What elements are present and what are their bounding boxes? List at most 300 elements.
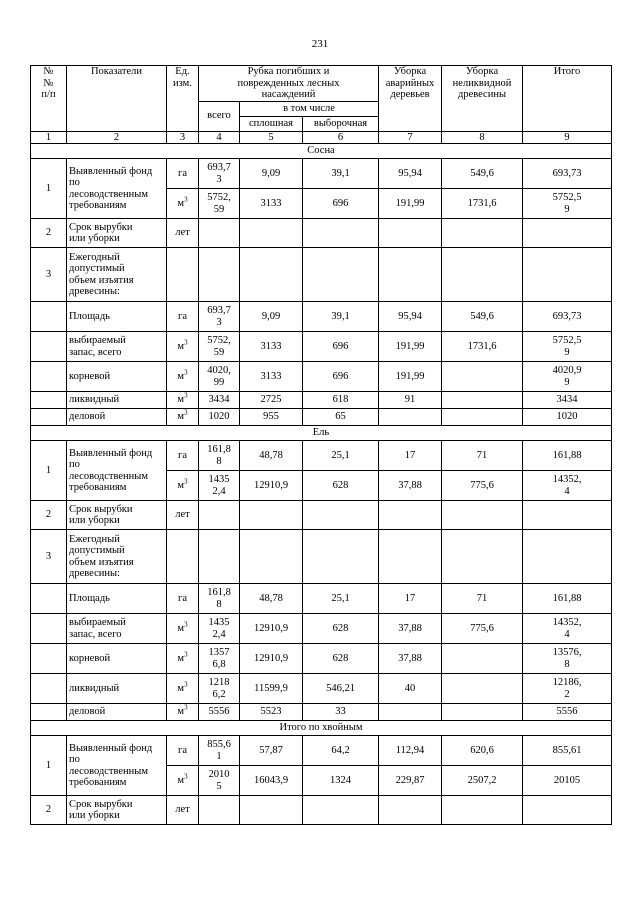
cell-text: всего <box>207 110 231 122</box>
cell-text: 1357 6,8 <box>208 647 230 670</box>
cell-text: сплошная <box>249 117 293 129</box>
cell-text: 8 <box>479 131 485 143</box>
value-cell <box>442 189 523 219</box>
unit-cell <box>167 796 199 825</box>
row-number <box>31 332 67 362</box>
value-cell <box>303 530 379 584</box>
row-number <box>31 530 67 584</box>
cell-text: 16043,9 <box>253 774 289 786</box>
cell-text: Сосна <box>307 145 335 157</box>
superscript-3: 3 <box>184 477 188 486</box>
cell-text: 17 <box>404 449 416 461</box>
row-label <box>67 530 167 584</box>
cell-text: 620,6 <box>470 744 494 756</box>
unit-cell <box>167 219 199 248</box>
column-number <box>67 131 167 144</box>
row-number <box>31 736 67 796</box>
value-cell <box>167 248 199 302</box>
value-cell <box>379 736 442 766</box>
col-header-num <box>31 66 67 132</box>
row-label <box>67 392 167 409</box>
section-title <box>31 426 612 441</box>
cell-text: га <box>178 592 187 604</box>
cell-text: 4020,9 9 <box>552 365 582 388</box>
cell-text: 5752, 59 <box>207 335 231 358</box>
cell-text: Площадь <box>69 310 110 322</box>
row-number <box>31 159 67 219</box>
cell-text: Ель <box>312 427 330 439</box>
row-label <box>67 219 167 248</box>
value-cell <box>303 441 379 471</box>
value-cell <box>379 614 442 644</box>
cell-text: Ед. изм. <box>173 66 192 89</box>
value-cell <box>240 159 303 189</box>
cell-text: 37,88 <box>398 622 422 634</box>
value-cell <box>303 362 379 392</box>
value-cell <box>240 189 303 219</box>
term-row <box>31 219 612 248</box>
section-title-row <box>31 721 612 736</box>
value-cell <box>199 219 240 248</box>
row-label <box>67 736 167 796</box>
unit-cell <box>167 392 199 409</box>
cell-text: 9,09 <box>261 310 281 322</box>
row-number <box>31 644 67 674</box>
value-cell <box>379 441 442 471</box>
value-cell <box>240 392 303 409</box>
column-number <box>240 131 303 144</box>
cell-text: лет <box>175 509 190 521</box>
cell-text: 696 <box>332 340 349 352</box>
row-label <box>67 614 167 644</box>
value-cell <box>442 796 523 825</box>
cell-text: 3 <box>179 131 186 143</box>
value-cell <box>442 471 523 501</box>
cell-text: 1218 6,2 <box>208 677 230 700</box>
value-cell <box>303 614 379 644</box>
data-row <box>31 614 612 644</box>
value-cell <box>199 530 240 584</box>
value-cell <box>199 302 240 332</box>
cell-text: 546,21 <box>326 682 355 694</box>
value-cell <box>240 219 303 248</box>
cell-text: 48,78 <box>259 592 283 604</box>
value-cell <box>379 409 442 426</box>
superscript-3: 3 <box>184 703 188 712</box>
value-cell <box>303 159 379 189</box>
cell-text: 112,94 <box>395 744 425 756</box>
cell-text: 3434 <box>556 394 578 406</box>
value-cell <box>379 704 442 721</box>
unit-cell <box>167 644 199 674</box>
superscript-3: 3 <box>184 650 188 659</box>
value-cell <box>379 501 442 530</box>
row-number <box>31 248 67 302</box>
cell-text: 693,7 3 <box>207 162 231 185</box>
annual-row <box>31 530 612 584</box>
col-header-emergency <box>379 66 442 132</box>
value-cell <box>442 530 523 584</box>
annual-row <box>31 248 612 302</box>
cell-text: Ежегодный допустимый объем изъятия древесины: <box>69 533 134 579</box>
cell-text: 95,94 <box>398 310 422 322</box>
row-number <box>31 584 67 614</box>
value-cell <box>303 796 379 825</box>
value-cell <box>442 302 523 332</box>
cell-text: 7 <box>407 131 413 143</box>
cell-text: 37,88 <box>398 652 422 664</box>
value-cell <box>199 766 240 796</box>
page-number: 231 <box>311 38 329 50</box>
value-cell <box>240 796 303 825</box>
row-label <box>67 332 167 362</box>
cell-text: 549,6 <box>470 167 494 179</box>
value-cell <box>379 219 442 248</box>
header-row <box>31 66 612 102</box>
value-cell <box>379 189 442 219</box>
value-cell <box>442 736 523 766</box>
value-cell <box>523 441 612 471</box>
term-row <box>31 796 612 825</box>
value-cell <box>523 796 612 825</box>
value-cell <box>303 248 379 302</box>
col-header-including <box>240 101 379 116</box>
value-cell <box>303 189 379 219</box>
term-row <box>31 501 612 530</box>
cell-text: 1 <box>45 182 52 194</box>
cell-text: Выявленный фонд по лесоводственным требованиям <box>69 742 153 788</box>
cell-text: 3 <box>45 268 52 280</box>
cell-text: выборочная <box>313 117 368 129</box>
column-number <box>167 131 199 144</box>
value-cell <box>523 392 612 409</box>
value-cell <box>523 766 612 796</box>
cell-text: деловой <box>69 706 106 718</box>
unit-cell <box>167 409 199 426</box>
value-cell <box>199 441 240 471</box>
value-cell <box>379 159 442 189</box>
cell-text: 1435 2,4 <box>208 474 230 497</box>
cell-text: 17 <box>404 592 416 604</box>
cell-text: 2 <box>45 804 52 816</box>
column-number <box>199 131 240 144</box>
cell-text: 955 <box>263 411 279 423</box>
cell-text: 3434 <box>208 394 230 406</box>
value-cell <box>442 674 523 704</box>
value-cell <box>523 736 612 766</box>
value-cell <box>523 501 612 530</box>
value-cell <box>523 614 612 644</box>
value-cell <box>303 471 379 501</box>
cell-text: 1 <box>45 759 52 771</box>
cell-text: корневой <box>69 652 111 664</box>
value-cell <box>442 614 523 644</box>
value-cell <box>523 584 612 614</box>
unit-cell <box>167 362 199 392</box>
cell-text: 33 <box>335 706 346 718</box>
cell-text: 161,88 <box>552 449 582 461</box>
section-title-row <box>31 144 612 159</box>
column-number <box>523 131 612 144</box>
cell-text: 71 <box>476 592 488 604</box>
column-number <box>379 131 442 144</box>
cell-text: 696 <box>332 370 349 382</box>
cell-text: 1731,6 <box>467 197 497 209</box>
cell-text: 191,99 <box>395 197 425 209</box>
cell-text: 39,1 <box>331 167 350 179</box>
value-cell <box>442 501 523 530</box>
unit-cell <box>167 189 199 219</box>
cell-text: лет <box>175 804 190 816</box>
value-cell <box>199 796 240 825</box>
value-cell <box>379 530 442 584</box>
cell-text: 855,61 <box>552 744 582 756</box>
col-header-felling <box>199 66 379 102</box>
row-label <box>67 704 167 721</box>
unit-cell <box>167 736 199 766</box>
value-cell <box>199 584 240 614</box>
cell-text: 1 <box>45 464 52 476</box>
value-cell <box>379 332 442 362</box>
cell-text: Рубка погибших и поврежденных лесных насаждений <box>237 66 340 100</box>
cell-text: 2507,2 <box>467 774 497 786</box>
cell-text: 775,6 <box>470 622 494 634</box>
value-cell <box>523 248 612 302</box>
cell-text: 64,2 <box>331 744 350 756</box>
cell-text: Ежегодный допустимый объем изъятия древесины: <box>69 251 134 297</box>
section-title <box>31 144 612 159</box>
unit-cell <box>167 501 199 530</box>
cell-text: 12186, 2 <box>552 677 582 700</box>
value-cell <box>303 332 379 362</box>
value-cell <box>303 501 379 530</box>
data-row <box>31 674 612 704</box>
value-cell <box>199 362 240 392</box>
cell-text: выбираемый запас, всего <box>69 335 126 358</box>
value-cell <box>240 332 303 362</box>
unit-cell <box>167 614 199 644</box>
value-cell <box>523 189 612 219</box>
cell-text: 25,1 <box>331 592 350 604</box>
value-cell <box>240 248 303 302</box>
row-label <box>67 248 167 302</box>
superscript-3: 3 <box>184 391 188 400</box>
fund-row <box>31 441 612 471</box>
value-cell <box>442 704 523 721</box>
value-cell <box>442 159 523 189</box>
value-cell <box>240 501 303 530</box>
cell-text: 5523 <box>260 706 282 718</box>
value-cell <box>523 409 612 426</box>
cell-text: лет <box>175 227 190 239</box>
cell-text: 1324 <box>330 774 351 786</box>
data-row <box>31 362 612 392</box>
cell-text: 4020, 99 <box>207 365 231 388</box>
value-cell <box>523 159 612 189</box>
cell-text: 5752,5 9 <box>552 335 582 358</box>
cell-text: выбираемый запас, всего <box>69 617 126 640</box>
cell-text: 696 <box>332 197 349 209</box>
cell-text: 191,99 <box>395 370 425 382</box>
value-cell <box>167 530 199 584</box>
unit-cell <box>167 584 199 614</box>
value-cell <box>240 674 303 704</box>
cell-text: 14352, 4 <box>552 474 582 497</box>
value-cell <box>303 736 379 766</box>
value-cell <box>442 644 523 674</box>
value-cell <box>199 644 240 674</box>
cell-text: 6 <box>337 131 344 143</box>
value-cell <box>303 392 379 409</box>
column-number <box>303 131 379 144</box>
row-label <box>67 302 167 332</box>
value-cell <box>240 644 303 674</box>
cell-text: 693,7 3 <box>207 305 231 328</box>
cell-text: м <box>177 411 185 423</box>
cell-text: 3 <box>45 550 52 562</box>
data-row <box>31 332 612 362</box>
cell-text: 12910,9 <box>253 622 289 634</box>
value-cell <box>199 189 240 219</box>
row-number <box>31 674 67 704</box>
cell-text: 5556 <box>556 706 578 718</box>
cell-text: Площадь <box>69 592 110 604</box>
cell-text: 161,88 <box>552 592 582 604</box>
column-numbers-row <box>31 131 612 144</box>
value-cell <box>199 409 240 426</box>
value-cell <box>303 674 379 704</box>
cell-text: 5 <box>268 131 274 143</box>
value-cell <box>303 409 379 426</box>
value-cell <box>199 736 240 766</box>
cell-text: м <box>177 340 185 352</box>
row-label <box>67 159 167 219</box>
row-number <box>31 704 67 721</box>
cell-text: 628 <box>332 622 349 634</box>
value-cell <box>379 674 442 704</box>
column-number <box>442 131 523 144</box>
data-row <box>31 409 612 426</box>
cell-text: 25,1 <box>331 449 350 461</box>
fund-row <box>31 736 612 766</box>
value-cell <box>442 441 523 471</box>
cell-text: 855,6 1 <box>207 739 231 762</box>
cell-text: 2 <box>45 227 52 239</box>
superscript-3: 3 <box>184 195 188 204</box>
cell-text: 229,87 <box>395 774 425 786</box>
cell-text: м <box>177 652 185 664</box>
unit-cell <box>167 704 199 721</box>
col-header-all <box>199 101 240 131</box>
unit-cell <box>167 332 199 362</box>
row-number <box>31 392 67 409</box>
value-cell <box>379 644 442 674</box>
data-row <box>31 584 612 614</box>
cell-text: га <box>178 449 187 461</box>
value-cell <box>442 219 523 248</box>
value-cell <box>240 704 303 721</box>
cell-text: 13576, 8 <box>552 647 582 670</box>
superscript-3: 3 <box>184 408 188 417</box>
cell-text: 3133 <box>260 197 282 209</box>
cell-text: м <box>177 370 185 382</box>
value-cell <box>442 332 523 362</box>
row-number <box>31 614 67 644</box>
cell-text: 37,88 <box>398 479 422 491</box>
cell-text: 693,73 <box>552 167 582 179</box>
unit-cell <box>167 766 199 796</box>
value-cell <box>199 614 240 644</box>
superscript-3: 3 <box>184 338 188 347</box>
value-cell <box>240 409 303 426</box>
cell-text: Итого <box>553 66 581 77</box>
cell-text: 161,8 8 <box>207 587 231 610</box>
section-title-row <box>31 426 612 441</box>
cell-text: 1731,6 <box>467 340 497 352</box>
cell-text: Срок вырубки или уборки <box>69 221 133 244</box>
cell-text: Выявленный фонд по лесоводственным требованиям <box>69 447 153 493</box>
value-cell <box>442 766 523 796</box>
unit-cell <box>167 159 199 189</box>
col-header-illiquid <box>442 66 523 132</box>
value-cell <box>523 530 612 584</box>
cell-text: 618 <box>332 394 349 406</box>
cell-text: м <box>177 682 185 694</box>
unit-cell <box>167 674 199 704</box>
data-row <box>31 392 612 409</box>
value-cell <box>523 219 612 248</box>
value-cell <box>379 584 442 614</box>
superscript-3: 3 <box>184 620 188 629</box>
value-cell <box>303 584 379 614</box>
cell-text: Показатели <box>90 66 143 77</box>
value-cell <box>303 644 379 674</box>
cell-text: 1 <box>45 131 52 143</box>
cell-text: 9 <box>564 131 570 143</box>
data-row <box>31 704 612 721</box>
cell-text: 1020 <box>556 411 578 423</box>
data-row <box>31 644 612 674</box>
cell-text: Уборка неликвидной древесины <box>452 66 512 100</box>
value-cell <box>199 248 240 302</box>
row-label <box>67 674 167 704</box>
value-cell <box>199 501 240 530</box>
row-number <box>31 219 67 248</box>
row-number <box>31 796 67 825</box>
value-cell <box>442 584 523 614</box>
value-cell <box>379 392 442 409</box>
cell-text: 39,1 <box>331 310 350 322</box>
cell-text: в том числе <box>283 102 335 114</box>
cell-text: м <box>177 197 185 209</box>
unit-cell <box>167 302 199 332</box>
cell-text: 57,87 <box>259 744 283 756</box>
cell-text: 191,99 <box>395 340 425 352</box>
cell-text: 161,8 8 <box>207 444 231 467</box>
cell-text: 9,09 <box>261 167 281 179</box>
section-title <box>31 721 612 736</box>
row-label <box>67 362 167 392</box>
value-cell <box>379 248 442 302</box>
cell-text: 91 <box>404 394 416 406</box>
value-cell <box>379 302 442 332</box>
value-cell <box>379 796 442 825</box>
data-row <box>31 302 612 332</box>
cell-text: 5752, 59 <box>207 192 231 215</box>
cell-text: м <box>177 774 185 786</box>
unit-cell <box>167 441 199 471</box>
value-cell <box>240 362 303 392</box>
